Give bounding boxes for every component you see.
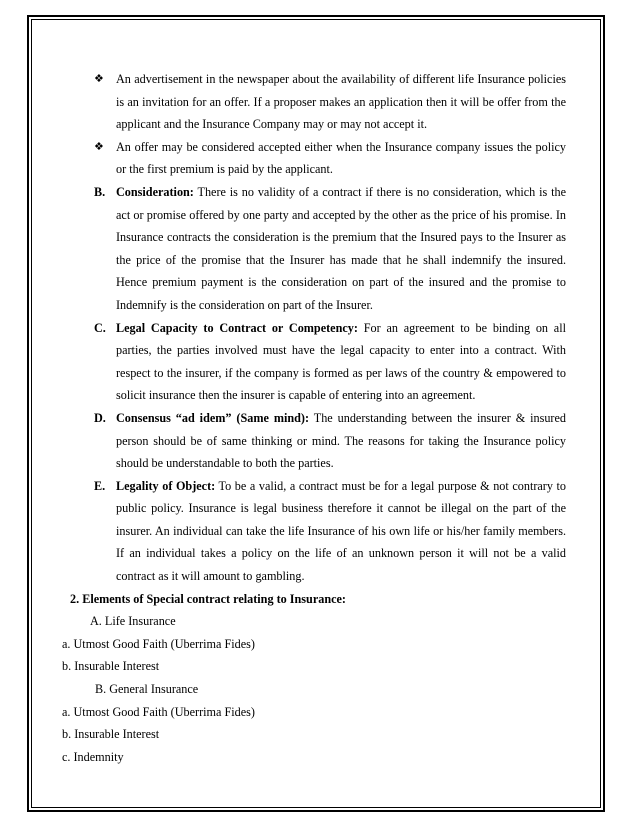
element-item-consensus: [76, 407, 566, 475]
item-text: There is no validity of a contract if there is no consideration, which is the act or promise offered by one party and accepted by the other as the price of his promise. In Insurance contracts the consideration is the premium that the Insured pays to the Insurer as the price of the promise that the Insurer has made that he shall indemnify the insured. Hence premium payment is the consideration on part of the insured and the promise to Indemnify is the consideration on part of the Insurer.: [116, 184, 566, 312]
list-item: a. Utmost Good Faith (Uberrima Fides): [62, 704, 255, 719]
bullet-text: An advertisement in the newspaper about the availability of different life Insurance policies is an invitation for an offer. If a proposer makes an application then it will be offer from the applicant and the Insurance Company may or may not accept it.: [116, 72, 566, 132]
element-item-consideration: [76, 181, 566, 317]
general-insurance-heading: B. General Insurance: [95, 682, 199, 697]
element-item-legal-capacity: [76, 317, 566, 407]
item-heading: Consensus “ad idem” (Same mind):: [116, 410, 310, 425]
item-heading: Legal Capacity to Contract or Competency:: [116, 320, 358, 335]
item-heading: Consideration:: [116, 184, 194, 199]
bullet-text: An offer may be considered accepted either when the Insurance company issues the policy or the first premium is paid by the applicant.: [116, 139, 566, 177]
section-heading: 2. Elements of Special contract relating to Insurance:: [70, 591, 346, 606]
item-marker: E.: [94, 478, 106, 493]
document-body: [62, 68, 566, 768]
list-item: c. Indemnity: [62, 749, 124, 764]
item-marker: D.: [94, 410, 106, 425]
diamond-bullet-icon: ❖: [94, 139, 104, 153]
item-text: The understanding between the insurer & insured person should be of same thinking or mind. The reasons for taking the Insurance policy should be understandable to both the parties.: [116, 410, 566, 471]
list-item: a. Utmost Good Faith (Uberrima Fides): [62, 636, 255, 651]
bullet-item: [76, 136, 566, 181]
item-text: For an agreement to be binding on all parties, the parties involved must have the legal capacity to enter into a contract. With respect to the insurer, if the company is formed as per laws of the country & empowered to solicit insurance then the insurer is capable of entering into an agreement.: [116, 320, 566, 403]
life-insurance-heading: A. Life Insurance: [90, 614, 176, 629]
item-marker: C.: [94, 320, 106, 335]
bullet-item: [76, 68, 566, 136]
item-text: To be a valid, a contract must be for a legal purpose & not contrary to public policy. Insurance is legal business therefore it cannot be illegal on the part of the insurer. An individual can take the life Insurance of his own life or his/her family members. If an individual takes a policy on the life of an unknown person it will not be a valid contract as it will amount to gambling.: [116, 478, 566, 584]
list-item: b. Insurable Interest: [62, 727, 160, 742]
item-marker: B.: [94, 184, 106, 199]
diamond-bullet-icon: ❖: [94, 72, 104, 85]
element-item-legality: [76, 475, 566, 588]
item-heading: Legality of Object:: [116, 478, 216, 493]
list-item: b. Insurable Interest: [62, 659, 160, 674]
